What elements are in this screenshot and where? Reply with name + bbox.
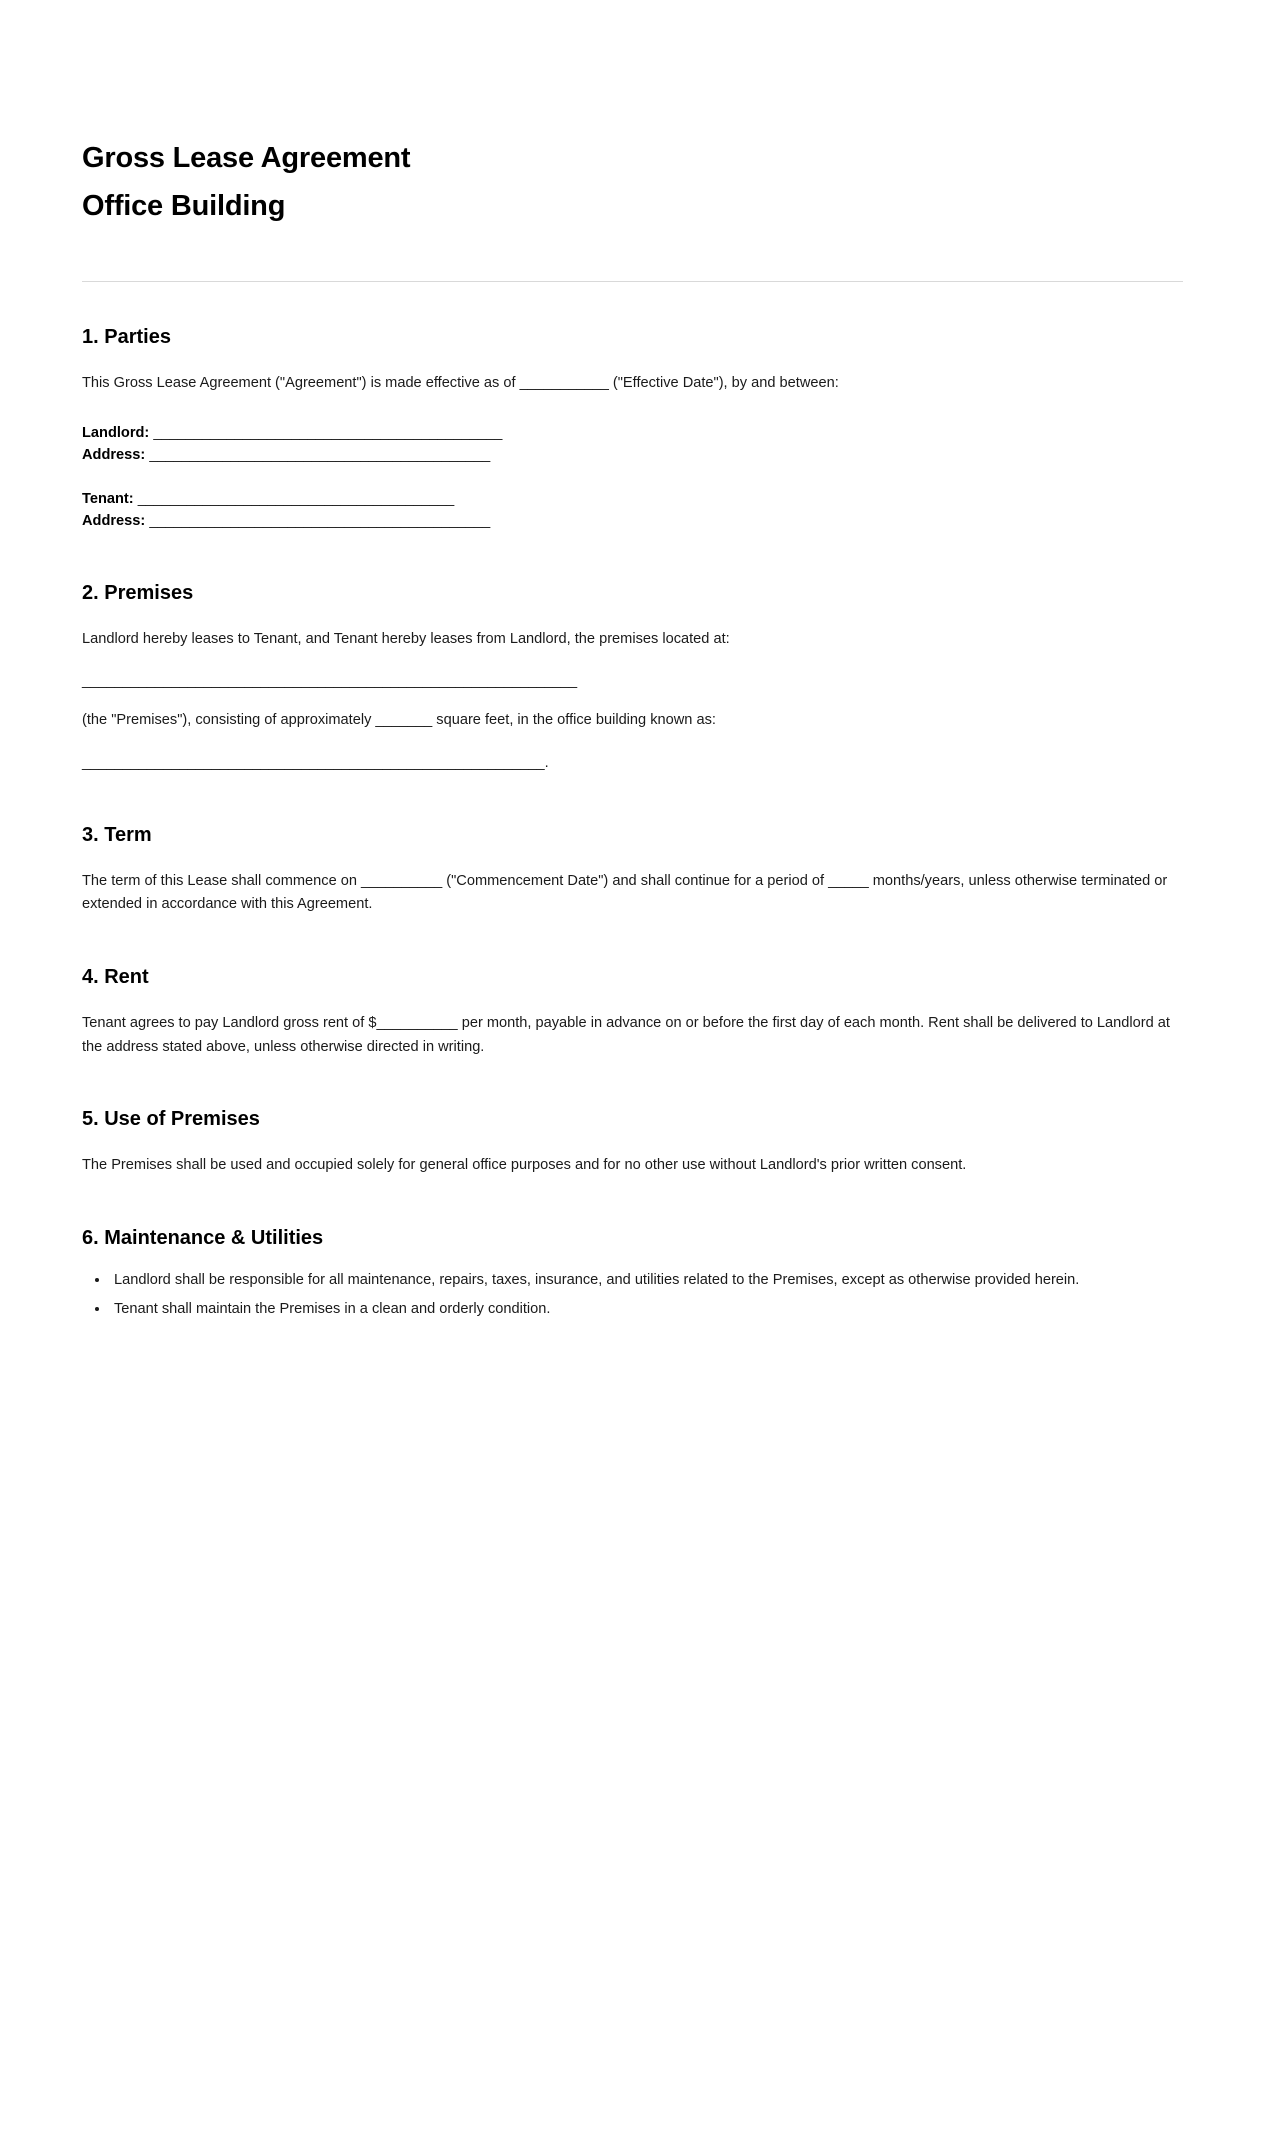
tenant-field-row (82, 488, 1183, 510)
landlord-blank[interactable]: ___________________________________________ (153, 424, 503, 441)
section-heading-rent: 4. Rent (82, 965, 149, 988)
premises-address-blank[interactable]: _____________________________________________________________ (82, 673, 578, 690)
tenant-address-blank[interactable]: __________________________________________ (149, 513, 491, 530)
document-title: Gross Lease Agreement (82, 142, 411, 174)
landlord-address-label: Address: (82, 447, 146, 464)
section-heading-term: 3. Term (82, 823, 152, 846)
section-heading-parties: 1. Parties (82, 326, 171, 349)
premises-detail-text: (the "Premises"), consisting of approximately _______ square feet, in the office building known as: (82, 712, 716, 729)
section-use-of-premises (82, 1059, 1183, 1178)
parties-intro-text: This Gross Lease Agreement ("Agreement") is made effective as of ___________ ("Effective Date"), by and between: (82, 375, 839, 392)
tenant-label: Tenant: (82, 491, 134, 508)
premises-intro-text: Landlord hereby leases to Tenant, and Tenant hereby leases from Landlord, the premises located at: (82, 630, 730, 647)
section-heading-maintenance-utilities: 6. Maintenance & Utilities (82, 1226, 324, 1249)
landlord-field-group (82, 396, 1183, 466)
term-body-text: The term of this Lease shall commence on __________ ("Commencement Date") and shall continue for a period of _____ months/years, unless otherwise terminated or extended in accordance with this Agreement. (82, 872, 1168, 913)
section-heading-premises: 2. Premises (82, 581, 194, 604)
use-of-premises-body-text: The Premises shall be used and occupied solely for general office purposes and for no other use without Landlord's prior written consent. (82, 1157, 967, 1174)
tenant-field-group (82, 466, 1183, 532)
maintenance-utilities-list (82, 1251, 1183, 1322)
section-heading-use-of-premises: 5. Use of Premises (82, 1108, 260, 1131)
tenant-blank[interactable]: _______________________________________ (137, 491, 455, 508)
tenant-address-label: Address: (82, 513, 146, 530)
landlord-address-blank[interactable]: __________________________________________ (149, 447, 491, 464)
rent-body-text: Tenant agrees to pay Landlord gross rent of $__________ per month, payable in advance on or before the first day of each month. Rent shall be delivered to Landlord at the address stated above, unless otherwise directed in writing. (82, 1014, 1170, 1055)
section-rent (82, 917, 1183, 1059)
tenant-address-field-row (82, 510, 1183, 532)
document-subtitle: Office Building (82, 190, 286, 223)
landlord-field-row (82, 422, 1183, 444)
list-item: • Tenant shall maintain the Premises in a clean and orderly condition. (110, 1298, 1183, 1322)
landlord-label: Landlord: (82, 424, 150, 441)
list-item: • Landlord shall be responsible for all maintenance, repairs, taxes, insurance, and utilities related to the Premises, except as otherwise provided herein. (110, 1269, 1183, 1293)
landlord-address-field-row (82, 444, 1183, 466)
premises-building-blank[interactable]: _________________________________________________________. (82, 754, 549, 771)
section-parties (82, 282, 1183, 532)
section-premises (82, 533, 1183, 775)
section-maintenance-utilities (82, 1178, 1183, 1322)
section-term (82, 775, 1183, 917)
